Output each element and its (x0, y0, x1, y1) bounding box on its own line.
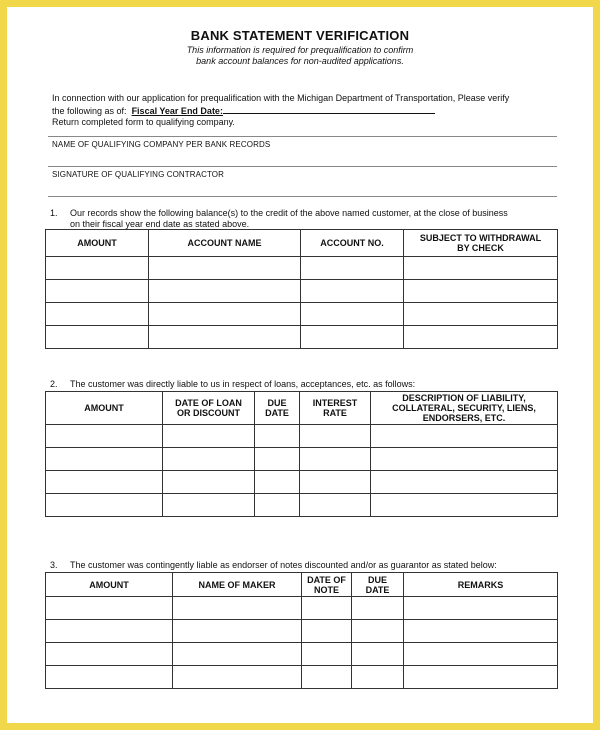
company-name-label: NAME OF QUALIFYING COMPANY PER BANK RECORDS (52, 140, 271, 149)
table-cell[interactable] (46, 643, 173, 666)
signature-label: SIGNATURE OF QUALIFYING CONTRACTOR (52, 170, 225, 179)
table-cell[interactable] (46, 257, 149, 280)
table-row (46, 666, 558, 689)
column-header-description-of-liability: DESCRIPTION OF LIABILITY, COLLATERAL, SECURITY, LIENS, ENDORSERS, ETC. (371, 392, 558, 425)
table-cell[interactable] (352, 597, 404, 620)
table-row (46, 494, 558, 517)
table-cell[interactable] (163, 471, 255, 494)
table-cell[interactable] (173, 643, 302, 666)
column-header-amount: AMOUNT (46, 573, 173, 597)
table-cell[interactable] (300, 471, 371, 494)
column-header-account-no: ACCOUNT NO. (301, 230, 404, 257)
table-cell[interactable] (46, 666, 173, 689)
table-cell[interactable] (300, 448, 371, 471)
table-cell[interactable] (46, 326, 149, 349)
intro-paragraph (52, 93, 572, 128)
table-row (46, 303, 558, 326)
table-cell[interactable] (301, 303, 404, 326)
table-cell[interactable] (46, 425, 163, 448)
section1-text-line1: Our records show the following balance(s) to the credit of the above named customer, at the close of business (70, 208, 508, 218)
table-row (46, 326, 558, 349)
table-cell[interactable] (301, 326, 404, 349)
table-cell[interactable] (46, 303, 149, 326)
column-header-date-of-loan: DATE OF LOAN OR DISCOUNT (163, 392, 255, 425)
column-header-interest-rate: INTEREST RATE (300, 392, 371, 425)
table-cell[interactable] (301, 280, 404, 303)
table-cell[interactable] (302, 666, 352, 689)
table-cell[interactable] (302, 620, 352, 643)
table-cell[interactable] (352, 643, 404, 666)
section1-text (50, 208, 560, 230)
column-header-amount: AMOUNT (46, 392, 163, 425)
company-name-field[interactable] (48, 166, 557, 167)
section2-text (50, 379, 560, 390)
table-row (46, 620, 558, 643)
table-row (46, 280, 558, 303)
table-cell[interactable] (46, 280, 149, 303)
table-cell[interactable] (300, 425, 371, 448)
signature-field[interactable] (48, 196, 557, 197)
form-title: BANK STATEMENT VERIFICATION (190, 28, 410, 43)
section3-text (50, 560, 560, 571)
intro-line1: In connection with our application for prequalification with the Michigan Department of Transportation, Please verify (52, 93, 510, 103)
table-cell[interactable] (352, 620, 404, 643)
intro-as-of-label: the following as of: (52, 106, 127, 116)
column-header-name-of-maker: NAME OF MAKER (173, 573, 302, 597)
table-cell[interactable] (300, 494, 371, 517)
table-row (46, 448, 558, 471)
table-cell[interactable] (173, 666, 302, 689)
table-cell[interactable] (371, 471, 558, 494)
table-cell[interactable] (404, 303, 558, 326)
table-cell[interactable] (404, 280, 558, 303)
table-row (46, 257, 558, 280)
section1-number: 1. (50, 208, 58, 218)
form-page (7, 7, 593, 723)
column-header-amount: AMOUNT (46, 230, 149, 257)
table-cell[interactable] (404, 666, 558, 689)
table-cell[interactable] (173, 620, 302, 643)
fiscal-year-end-label: Fiscal Year End Date: (131, 106, 223, 116)
table-cell[interactable] (46, 597, 173, 620)
column-header-subject-to-withdrawal: SUBJECT TO WITHDRAWAL BY CHECK (404, 230, 558, 257)
table-row (46, 425, 558, 448)
table-cell[interactable] (255, 471, 300, 494)
table-cell[interactable] (404, 620, 558, 643)
table-cell[interactable] (371, 448, 558, 471)
table-cell[interactable] (46, 471, 163, 494)
table-row (46, 643, 558, 666)
table-cell[interactable] (404, 257, 558, 280)
section3-number: 3. (50, 560, 58, 570)
table-cell[interactable] (173, 597, 302, 620)
section2-number: 2. (50, 379, 58, 389)
table-cell[interactable] (302, 597, 352, 620)
column-header-date-of-note: DATE OF NOTE (302, 573, 352, 597)
intro-line3: Return completed form to qualifying company. (52, 117, 235, 127)
fiscal-year-end-field[interactable] (223, 104, 435, 114)
table-cell[interactable] (149, 326, 301, 349)
form-subtitle-line1: This information is required for prequalification to confirm (186, 45, 414, 55)
table-cell[interactable] (163, 448, 255, 471)
table-cell[interactable] (255, 425, 300, 448)
contingent-liabilities-table (45, 572, 558, 689)
section1-text-line2: on their fiscal year end date as stated above. (70, 219, 250, 229)
table-row (46, 597, 558, 620)
table-cell[interactable] (149, 280, 301, 303)
balances-table (45, 229, 558, 349)
table-cell[interactable] (149, 303, 301, 326)
table-cell[interactable] (352, 666, 404, 689)
intro-line2 (52, 104, 572, 117)
table-cell[interactable] (46, 448, 163, 471)
table-cell[interactable] (255, 448, 300, 471)
table-cell[interactable] (404, 326, 558, 349)
divider-line (48, 136, 557, 137)
table-cell[interactable] (404, 643, 558, 666)
table-cell[interactable] (371, 494, 558, 517)
table-cell[interactable] (301, 257, 404, 280)
table-cell[interactable] (149, 257, 301, 280)
table-cell[interactable] (163, 494, 255, 517)
column-header-account-name: ACCOUNT NAME (149, 230, 301, 257)
column-header-due-date: DUE DATE (352, 573, 404, 597)
table-cell[interactable] (163, 425, 255, 448)
table-cell[interactable] (302, 643, 352, 666)
table-row (46, 471, 558, 494)
section3-text-body: The customer was contingently liable as endorser of notes discounted and/or as guarantor as stated below: (70, 560, 497, 570)
table-cell[interactable] (46, 620, 173, 643)
column-header-due-date: DUE DATE (255, 392, 300, 425)
liabilities-table (45, 391, 558, 517)
table-cell[interactable] (46, 494, 163, 517)
form-subtitle-line2: bank account balances for non-audited applications. (196, 56, 404, 66)
section2-text-body: The customer was directly liable to us in respect of loans, acceptances, etc. as follows: (70, 379, 416, 389)
table-cell[interactable] (371, 425, 558, 448)
table-cell[interactable] (255, 494, 300, 517)
table-cell[interactable] (404, 597, 558, 620)
column-header-remarks: REMARKS (404, 573, 558, 597)
